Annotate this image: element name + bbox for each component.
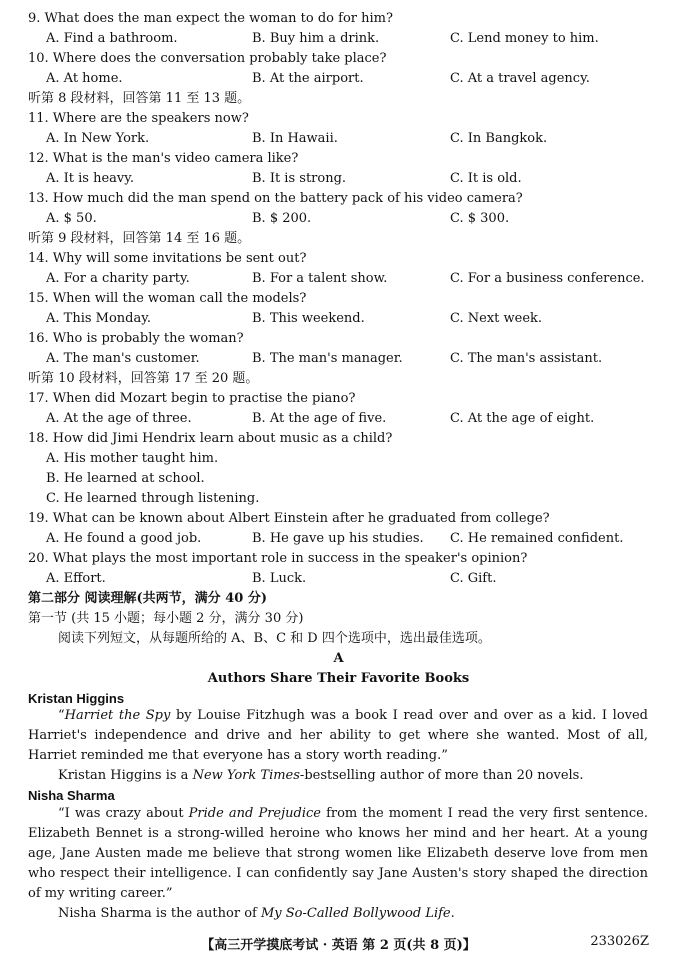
author-quote: “Harriet the Spy by Louise Fitzhugh was a book I read over and over as a kid. I loved Harriet's independence and drive and her ability to get where she wanted. Most of all, Harriet reminded me that everyone has a story worth reading.”	[28, 708, 649, 763]
option-b: B. $ 200.	[252, 211, 312, 226]
question-stem: 13. How much did the man spend on the battery pack of his video camera?	[28, 191, 523, 206]
passage-title: Authors Share Their Favorite Books	[207, 671, 470, 686]
author-bio: Nisha Sharma is the author of My So-Called Bollywood Life.	[58, 906, 455, 921]
option-c: C. For a business conference.	[450, 271, 645, 286]
option-b: B. In Hawaii.	[252, 131, 338, 146]
option-b: B. It is strong.	[252, 171, 347, 186]
author-name: Kristan Higgins	[28, 691, 125, 706]
option-a: A. Effort.	[46, 571, 106, 586]
option-a: A. In New York.	[46, 131, 150, 146]
option-c: C. At a travel agency.	[450, 71, 590, 86]
option-b: B. He learned at school.	[46, 471, 205, 486]
book-title: Harriet the Spy	[64, 708, 171, 723]
author-name: Nisha Sharma	[28, 788, 115, 803]
option-c: C. Next week.	[450, 311, 543, 326]
question-stem: 19. What can be known about Albert Einstein after he graduated from college?	[28, 511, 550, 526]
option-b: B. At the age of five.	[252, 411, 387, 426]
question-stem: 18. How did Jimi Hendrix learn about music as a child?	[28, 431, 393, 446]
publication-name: New York Times	[192, 768, 300, 783]
passage-letter: A	[333, 651, 344, 666]
author-quote: “I was crazy about Pride and Prejudice from the moment I read the very first sentence. Elizabeth Bennet is a strong-willed heroine who knows her mind and her heart. At a young age, Jane Austen made me believe that strong women like Elizabeth deserve love from men who respect their intelligence. I can confidently say Jane Austen's story shaped the direction of my writing career.”	[28, 806, 649, 901]
option-b: B. This weekend.	[252, 311, 365, 326]
option-c: C. He remained confident.	[450, 531, 624, 546]
material-header: 听第 10 段材料，回答第 17 至 20 题。	[28, 371, 259, 386]
question-stem: 17. When did Mozart begin to practise the piano?	[28, 391, 356, 406]
exam-code: 233026Z	[590, 934, 649, 949]
part-title: 第二部分 阅读理解(共两节，满分 40 分)	[28, 591, 267, 606]
question-stem: 9. What does the man expect the woman to do for him?	[28, 11, 393, 26]
option-a: A. His mother taught him.	[46, 451, 219, 466]
option-a: A. This Monday.	[46, 311, 151, 326]
option-c: C. At the age of eight.	[450, 411, 595, 426]
option-a: A. He found a good job.	[46, 531, 202, 546]
question-stem: 14. Why will some invitations be sent out?	[28, 251, 307, 266]
material-header: 听第 9 段材料，回答第 14 至 16 题。	[28, 231, 251, 246]
option-c: C. Gift.	[450, 571, 497, 586]
question-stem: 12. What is the man's video camera like?	[28, 151, 299, 166]
option-c: C. He learned through listening.	[46, 491, 260, 506]
option-b: B. For a talent show.	[252, 271, 388, 286]
question-stem: 20. What plays the most important role in success in the speaker's opinion?	[28, 551, 528, 566]
option-b: B. He gave up his studies.	[252, 531, 424, 546]
option-a: A. At the age of three.	[46, 411, 192, 426]
option-b: B. The man's manager.	[252, 351, 403, 366]
author-bio: Kristan Higgins is a New York Times-bestselling author of more than 20 novels.	[58, 768, 584, 783]
question-stem: 15. When will the woman call the models?	[28, 291, 307, 306]
option-a: A. The man's customer.	[46, 351, 200, 366]
option-c: C. $ 300.	[450, 211, 510, 226]
option-a: A. It is heavy.	[46, 171, 135, 186]
option-a: A. For a charity party.	[46, 271, 190, 286]
question-stem: 10. Where does the conversation probably take place?	[28, 51, 387, 66]
option-b: B. At the airport.	[252, 71, 364, 86]
book-title: My So-Called Bollywood Life	[260, 906, 451, 921]
section-title: 第一节 (共 15 小题；每小题 2 分，满分 30 分)	[28, 611, 304, 626]
question-stem: 11. Where are the speakers now?	[28, 111, 249, 126]
option-c: C. The man's assistant.	[450, 351, 603, 366]
option-b: B. Luck.	[252, 571, 307, 586]
question-stem: 16. Who is probably the woman?	[28, 331, 244, 346]
instruction: 阅读下列短文，从每题所给的 A、B、C 和 D 四个选项中，选出最佳选项。	[58, 631, 491, 646]
option-c: C. It is old.	[450, 171, 522, 186]
book-title: Pride and Prejudice	[188, 806, 321, 821]
option-c: C. In Bangkok.	[450, 131, 548, 146]
option-a: A. At home.	[46, 71, 123, 86]
page-footer: 【高三开学摸底考试 · 英语 第 2 页(共 8 页)】	[201, 938, 476, 953]
option-c: C. Lend money to him.	[450, 31, 599, 46]
option-a: A. $ 50.	[46, 211, 97, 226]
option-b: B. Buy him a drink.	[252, 31, 380, 46]
material-header: 听第 8 段材料，回答第 11 至 13 题。	[28, 91, 251, 106]
option-a: A. Find a bathroom.	[46, 31, 178, 46]
